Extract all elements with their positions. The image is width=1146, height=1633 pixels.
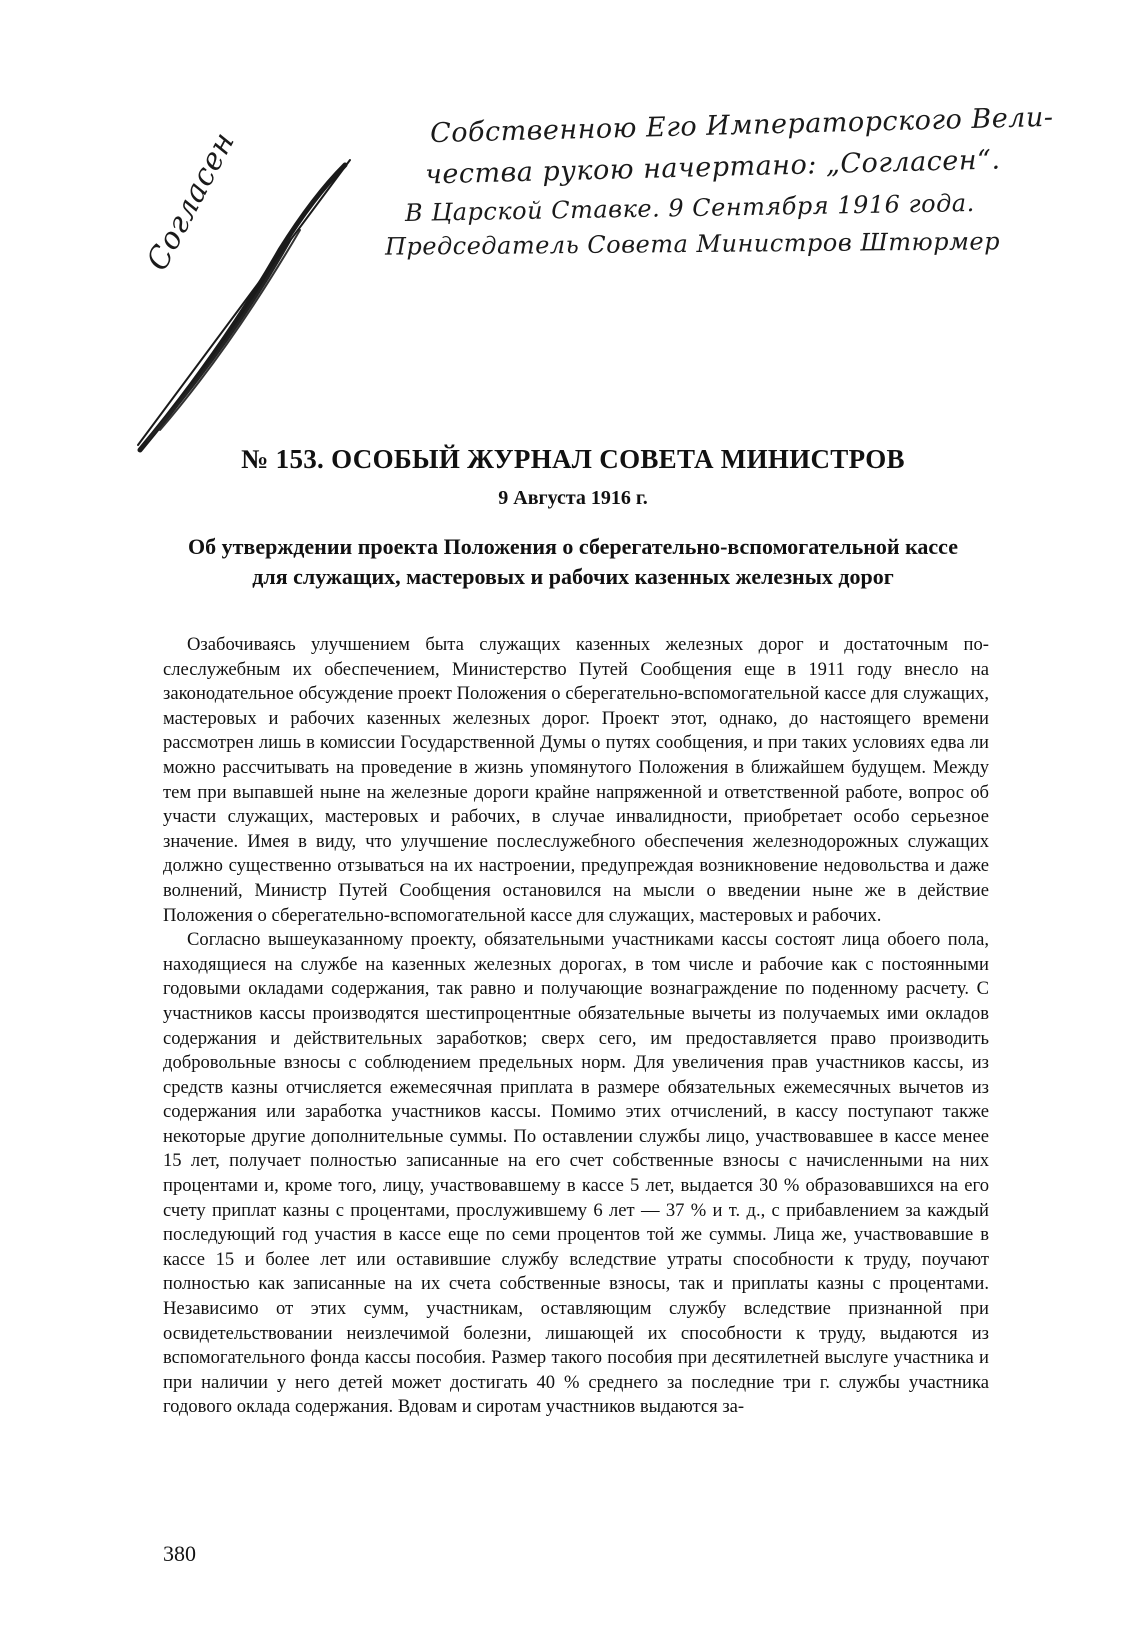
document-title: № 153. ОСОБЫЙ ЖУРНАЛ СОВЕТА МИНИСТРОВ bbox=[241, 444, 905, 474]
subject-line-1: Об утверждении проекта Положения о сберегательно-вспомогательной кассе bbox=[188, 534, 958, 559]
handwritten-marks bbox=[130, 90, 980, 470]
handwritten-annotation bbox=[130, 90, 1054, 470]
resolution-line-3: В Царской Ставке. 9 Сентября 1916 года. bbox=[404, 189, 975, 227]
paragraph: Согласно вышеуказанному проекту, обязательными участниками кассы состоят лица обоего пола, находящиеся на службе на казенных железных дорогах, в том числе и рабочие как с постоянными годовыми окладами содержания, так равно и получающие вознаграждение по поденному расчету. С участников кассы производятся шестипроцентные обязательные вычеты из получаемых ими окладов содержания и действительных заработков; сверх сего, им предоставляется право производить добровольные взносы с соблюдением предельных норм. Для увеличения прав участников кассы, из средств казны отчисляется ежемесячная приплата в размере обязательных ежемесячных вычетов из содержания или заработка участников кассы. Помимо этих отчислений, в кассу поступают также некоторые другие дополнительные суммы. По оставлении службы лицо, участвовавшее в кассе менее 15 лет, получает полностью записанные на его счет собственные взносы с начисленными на них процентами и, кроме того, лицу, участвовавшему в кассе 5 лет, выдается 30 % образовавшихся на его счету приплат казны с процентами, прослужившему 6 лет — 37 % и т. д., с прибавлением за каждый последующий год участия в кассе еще по семи процентов той же суммы. Лица же, участвовавшие в кассе 15 и более лет или оставившие службу вследствие утраты способности к труду, поучают полностью как записанные на их счета собственные взносы, так и приплаты казны с процентами. Независимо от этих сумм, участникам, оставляющим службу вследствие признанной при освидетельствовании неизлечимой болезни, лишающей их способности к труду, выдаются из вспомогательного фонда кассы пособия. Размер такого пособия при десятилетней выслуге участника и при наличии у него детей может достигать 40 % среднего за последние три г. службы участника годового оклада содержания. Вдовам и сиротам участников выдаются за- bbox=[163, 929, 989, 1418]
paragraph: Озабочиваясь улучшением быта служащих казенных железных дорог и достаточным послеслужебным их обеспечением, Министерство Путей Сообщения еще в 1911 году внесло на законодательное обсуждение проект Положения о сберегательно-вспомогательной кассе для служащих, мастеровых и рабочих казенных железных дорог. Проект этот, однако, до настоящего времени рассмотрен лишь в комиссии Государственной Думы о путях сообщения, и при таких условиях едва ли можно рассчитывать на проведение в жизнь упомянутого Положения в ближайшем будущем. Между тем при выпавшей ныне на железные дороги крайне напряженной и ответственной работе, вопрос об участи служащих, мастеровых и рабочих, в случае инвалидности, приобретает особо серьезное значение. Имея в виду, что улучшение послеслужебного обеспечения железнодорожных служащих должно существенно отзываться на их настроении, предупреждая возникновение недовольства и даже волнений, Министр Путей Сообщения остановился на мысли о введении ныне же в действие Положения о сберегательно-вспомогательной кассе для служащих, мастеровых и рабочих. bbox=[163, 634, 989, 926]
document-subject bbox=[0, 532, 1146, 592]
resolution-line-1: Собственною Его Императорского Вели- bbox=[429, 101, 1054, 150]
subject-line-2: для служащих, мастеровых и рабочих казенных железных дорог bbox=[252, 564, 894, 589]
document-body bbox=[163, 633, 989, 1420]
marginal-signature: Согласен bbox=[140, 126, 243, 277]
resolution-line-4: Председатель Совета Министров Штюрмер bbox=[384, 227, 1001, 261]
document-date: 9 Августа 1916 г. bbox=[498, 487, 648, 509]
page-number: 380 bbox=[163, 1541, 196, 1566]
resolution-line-2: чества рукою начертано: „Согласен“. bbox=[424, 144, 1001, 191]
